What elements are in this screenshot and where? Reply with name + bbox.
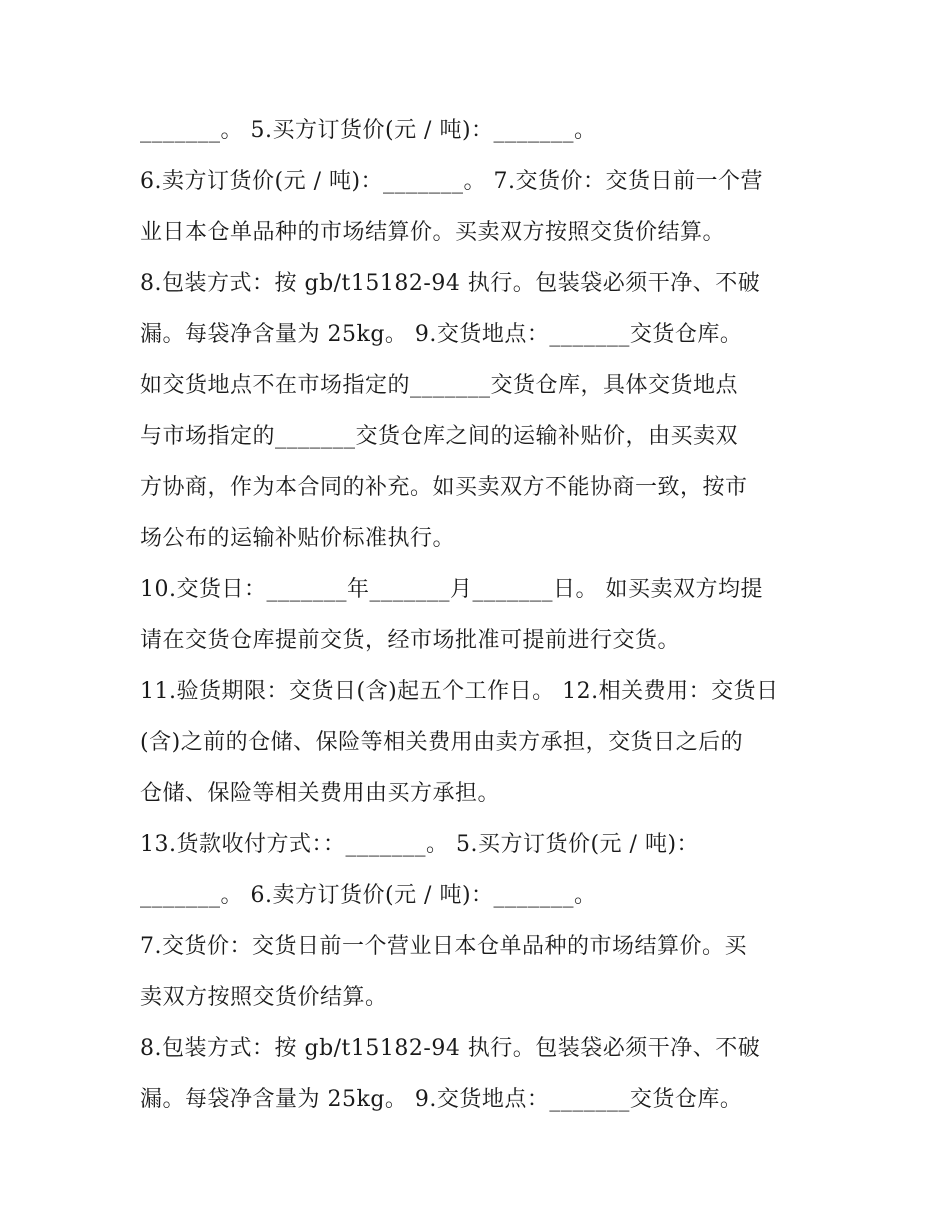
text-line: 11.验货期限：交货日(含)起五个工作日。 12.相关费用：交货日 [140,679,779,704]
text-line: _______。 6.卖方订货价(元 / 吨)：_______。 [140,883,597,908]
text-line: 8.包装方式：按 gb/t15182-94 执行。包装袋必须干净、不破 [140,271,761,296]
text-line: 卖双方按照交货价结算。 [140,985,388,1010]
text-line: 13.货款收付方式：：_______。 5.买方订货价(元 / 吨)： [140,832,700,857]
text-line: 场公布的运输补贴价标准执行。 [140,526,456,551]
text-line: 漏。每袋净含量为 25kg。 9.交货地点：_______交货仓库。 [140,1087,743,1112]
text-line: 请在交货仓库提前交货，经市场批准可提前进行交货。 [140,628,681,653]
text-line: 业日本仓单品种的市场结算价。买卖双方按照交货价结算。 [140,220,726,245]
text-line: 如交货地点不在市场指定的_______交货仓库，具体交货地点 [140,373,739,398]
document-body [140,105,820,1125]
text-line: (含)之前的仓储、保险等相关费用由卖方承担，交货日之后的 [140,730,744,755]
text-line: 漏。每袋净含量为 25kg。 9.交货地点：_______交货仓库。 [140,322,743,347]
text-line: 7.交货价：交货日前一个营业日本仓单品种的市场结算价。买 [140,934,747,959]
text-line: 6.卖方订货价(元 / 吨)：_______。 7.交货价：交货日前一个营 [140,169,764,194]
text-line: 8.包装方式：按 gb/t15182-94 执行。包装袋必须干净、不破 [140,1036,761,1061]
text-line: 仓储、保险等相关费用由买方承担。 [140,781,501,806]
text-line: 10.交货日：_______年_______月_______日。 如买卖双方均提 [140,577,763,602]
text-line: 方协商，作为本合同的补充。如买卖双方不能协商一致，按市 [140,475,748,500]
text-line: 与市场指定的_______交货仓库之间的运输补贴价，由买卖双 [140,424,739,449]
text-line: _______。 5.买方订货价(元 / 吨)：_______。 [140,118,597,143]
